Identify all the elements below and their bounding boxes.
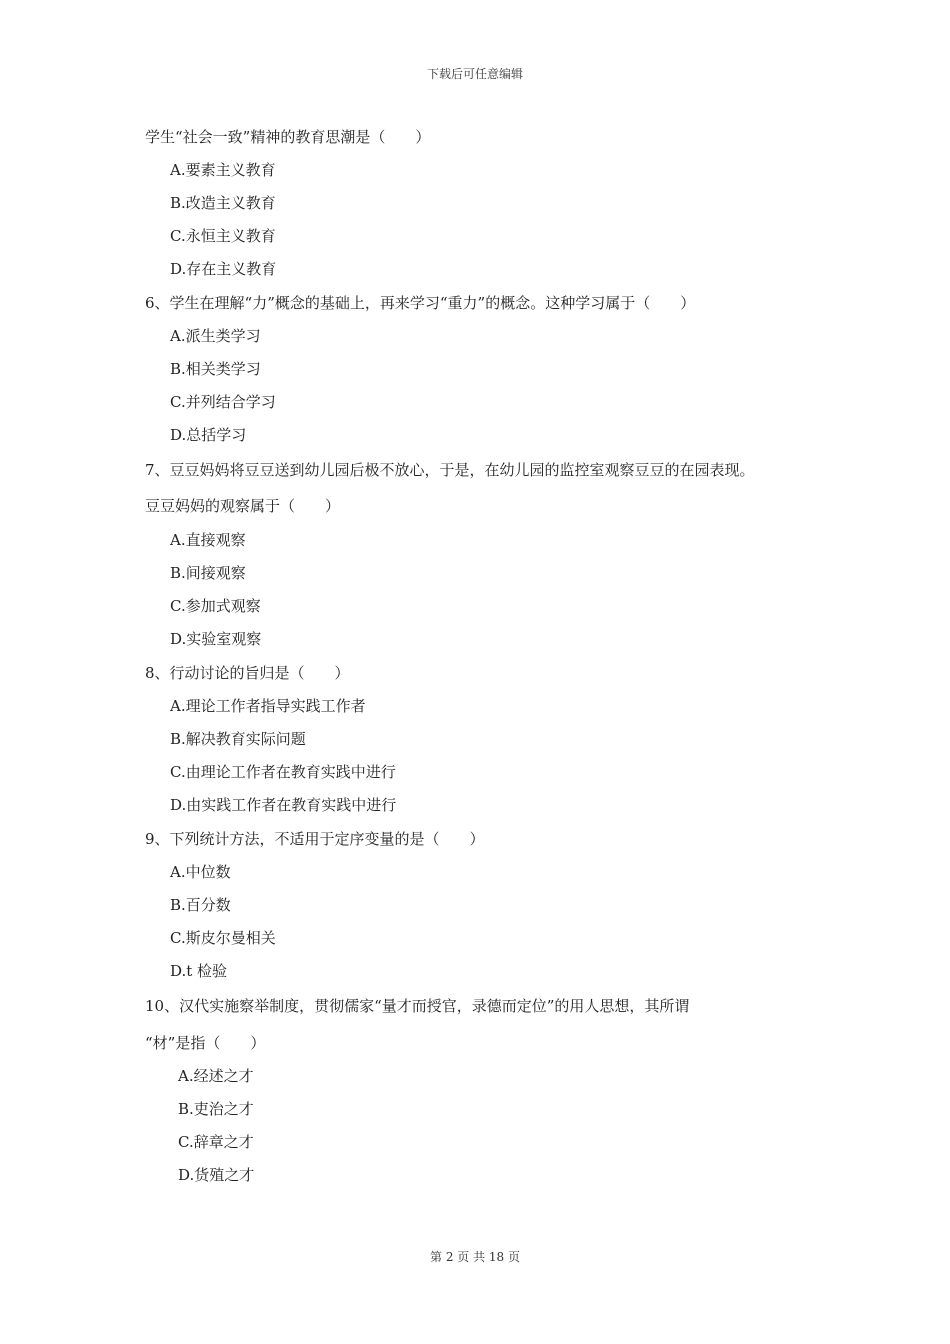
question-6-option-a: A.派生类学习 bbox=[170, 327, 261, 345]
page-footer: 第 2 页 共 18 页 bbox=[430, 1250, 520, 1264]
question-9-option-b: B.百分数 bbox=[170, 896, 231, 914]
question-8-option-d: D.由实践工作者在教育实践中进行 bbox=[170, 796, 397, 814]
question-6-option-d: D.总括学习 bbox=[170, 426, 247, 444]
question-10-stem-line-1: 10、汉代实施察举制度，贯彻儒家“量才而授官，录德而定位”的用人思想，其所谓 bbox=[145, 997, 690, 1015]
question-8-stem: 8、行动讨论的旨归是（ ） bbox=[145, 664, 350, 682]
question-10-option-d: D.货殖之才 bbox=[178, 1166, 255, 1184]
question-7-option-d: D.实验室观察 bbox=[170, 630, 262, 648]
question-5-option-a: A.要素主义教育 bbox=[170, 161, 276, 179]
question-7-stem-line-1: 7、豆豆妈妈将豆豆送到幼儿园后极不放心，于是，在幼儿园的监控室观察豆豆的在园表现。 bbox=[145, 461, 755, 479]
question-7-stem-line-2: 豆豆妈妈的观察属于（ ） bbox=[145, 497, 341, 515]
question-7-option-c: C.参加式观察 bbox=[170, 597, 261, 615]
question-7-option-b: B.间接观察 bbox=[170, 564, 246, 582]
question-5-option-c: C.永恒主义教育 bbox=[170, 227, 276, 245]
question-8-option-a: A.理论工作者指导实践工作者 bbox=[170, 697, 366, 715]
question-5-option-b: B.改造主义教育 bbox=[170, 194, 276, 212]
question-10-option-a: A.经述之才 bbox=[178, 1067, 254, 1085]
question-10-option-c: C.辞章之才 bbox=[178, 1133, 254, 1151]
question-8-option-b: B.解决教育实际问题 bbox=[170, 730, 306, 748]
question-7-option-a: A.直接观察 bbox=[170, 531, 246, 549]
page-header: 下载后可任意编辑 bbox=[426, 67, 523, 81]
question-9-option-c: C.斯皮尔曼相关 bbox=[170, 929, 276, 947]
question-8-option-c: C.由理论工作者在教育实践中进行 bbox=[170, 763, 396, 781]
question-9-option-a: A.中位数 bbox=[170, 863, 231, 881]
question-10-option-b: B.吏治之才 bbox=[178, 1100, 254, 1118]
question-10-stem-line-2: “材”是指（ ） bbox=[145, 1034, 266, 1052]
question-5-option-d: D.存在主义教育 bbox=[170, 260, 277, 278]
question-9-option-d: D.t 检验 bbox=[170, 962, 228, 980]
question-6-option-c: C.并列结合学习 bbox=[170, 393, 276, 411]
question-6-stem: 6、学生在理解“力”概念的基础上，再来学习“重力”的概念。这种学习属于（ ） bbox=[145, 294, 696, 312]
question-5-stem-tail: 学生“社会一致”精神的教育思潮是（ ） bbox=[145, 128, 431, 146]
question-6-option-b: B.相关类学习 bbox=[170, 360, 261, 378]
question-9-stem: 9、下列统计方法，不适用于定序变量的是（ ） bbox=[145, 830, 485, 848]
